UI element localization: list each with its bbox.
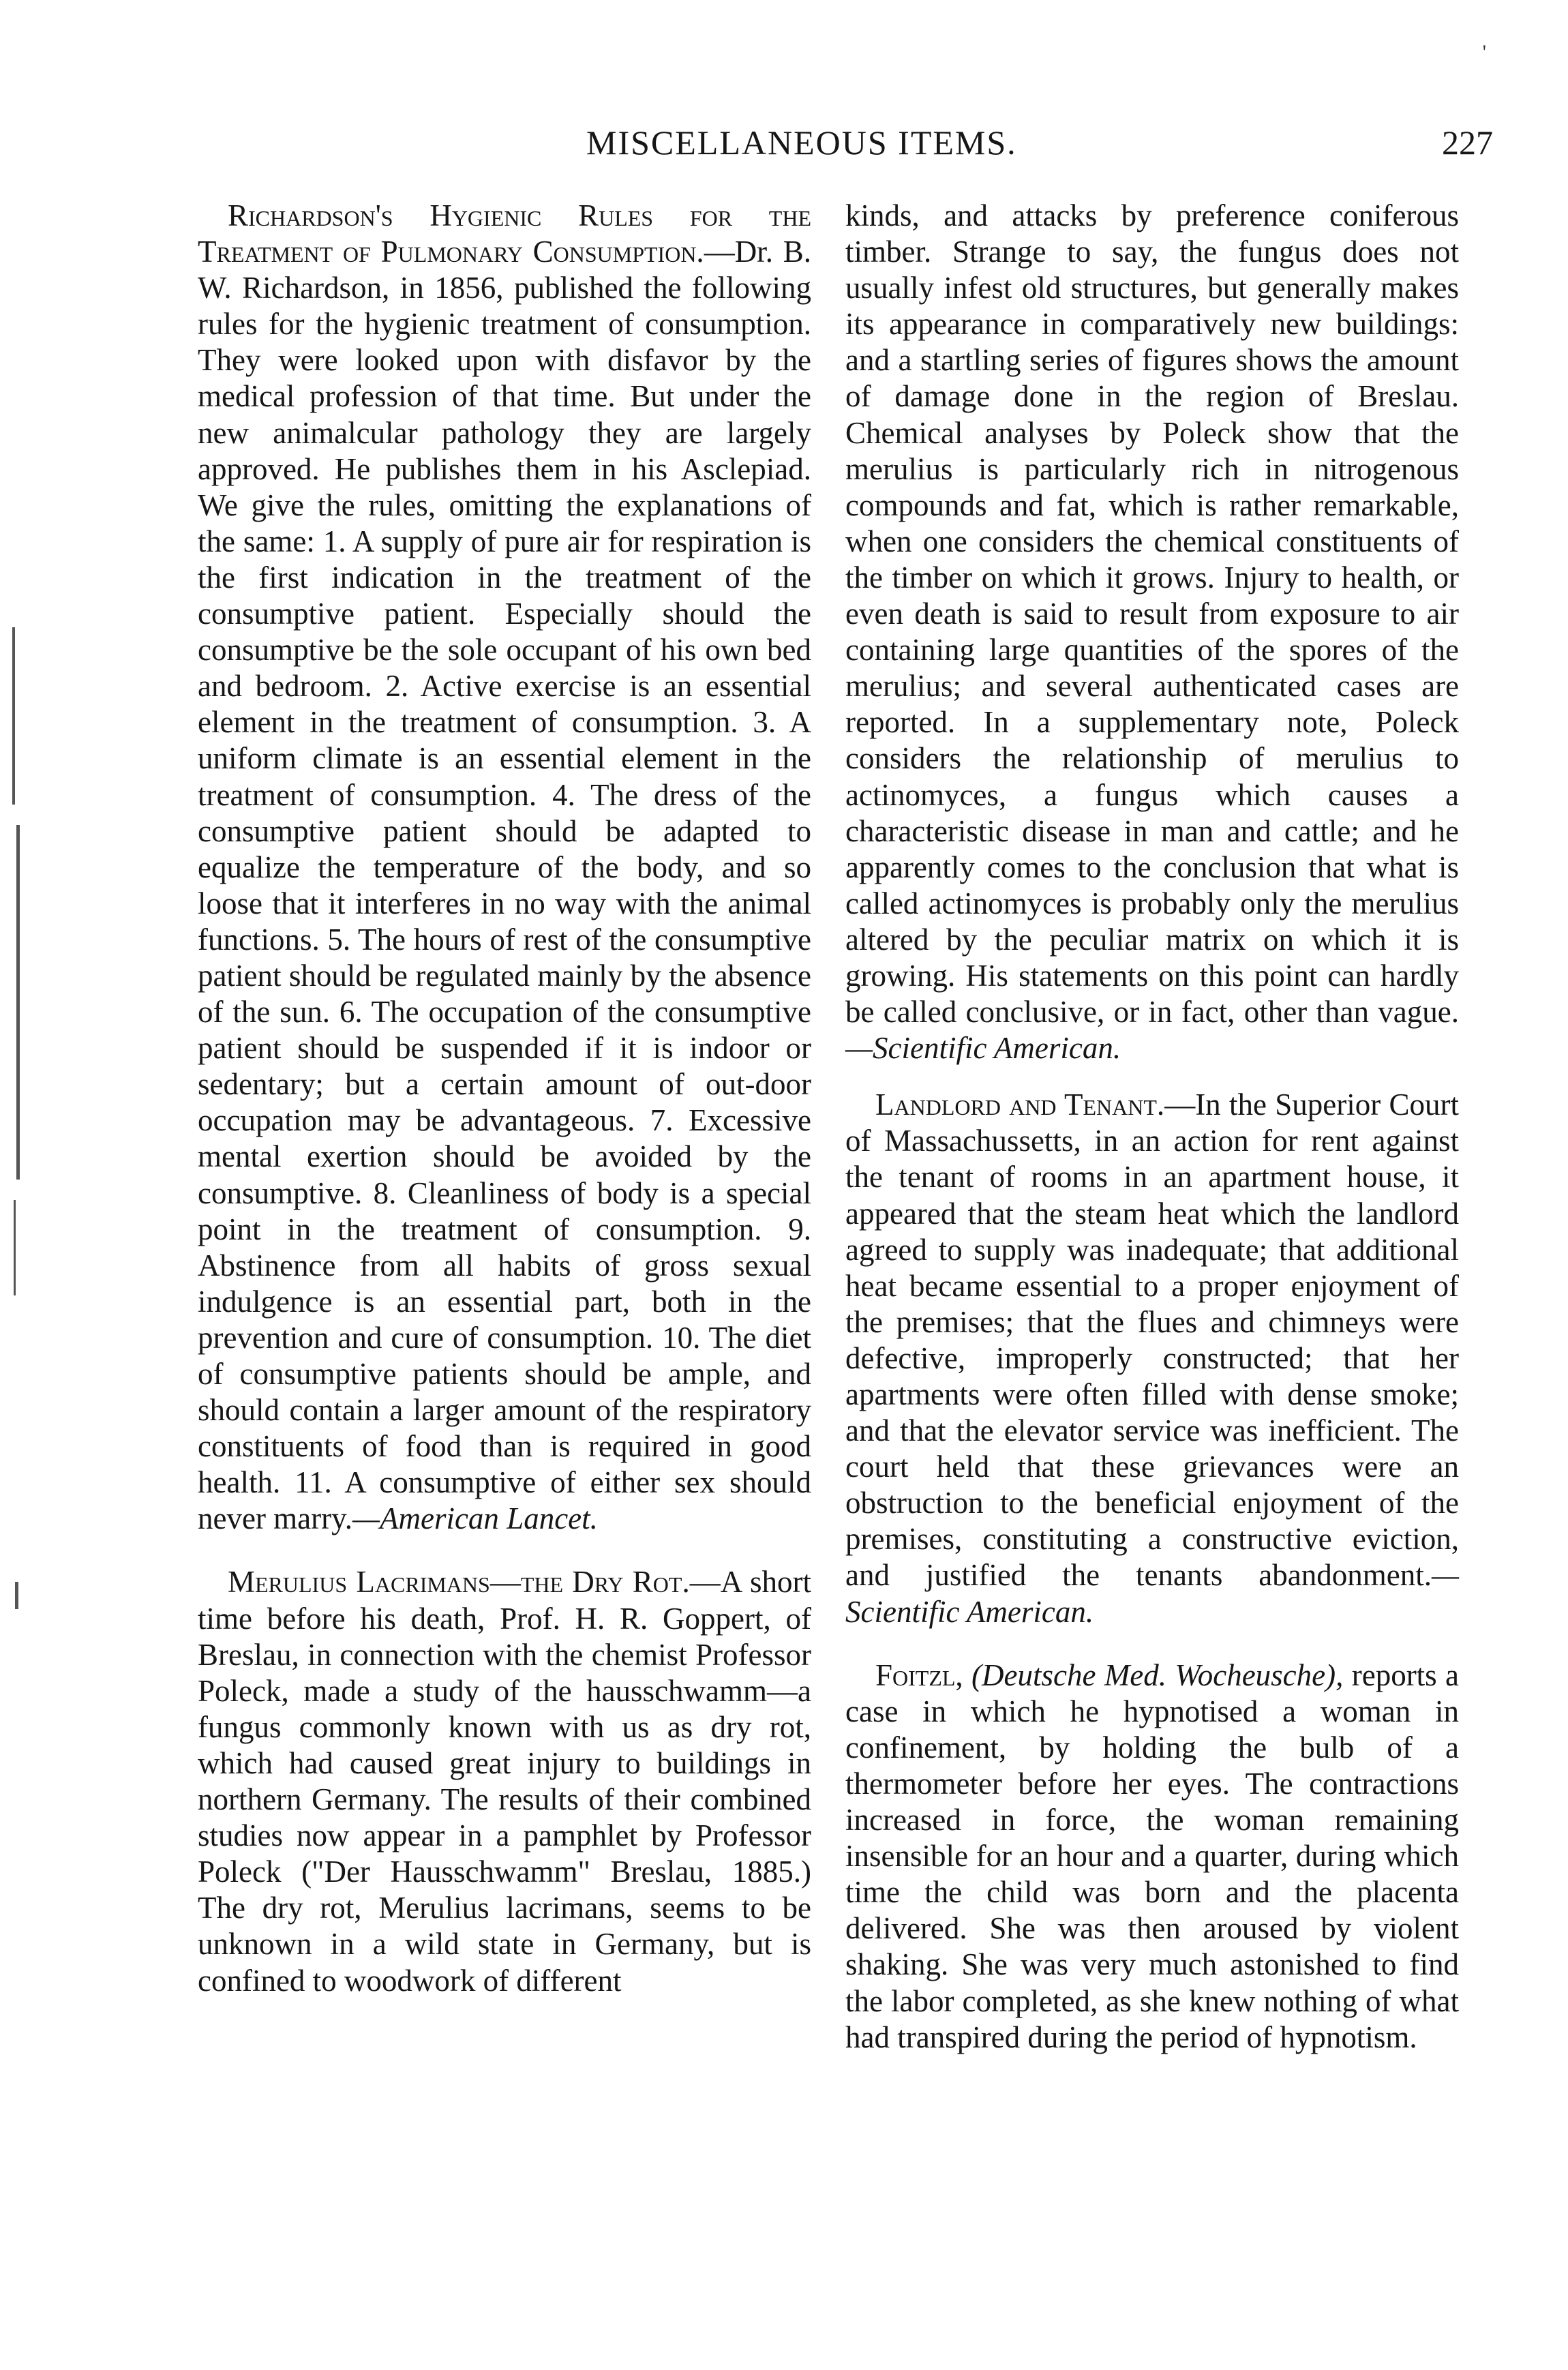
article-merulius-continued [845,198,1459,1066]
article-paragraph [845,1657,1459,2056]
article-landlord [845,1087,1459,1630]
article-source: —Scientific American. [845,1558,1459,1629]
article-richardson [198,198,811,1537]
article-heading: Landlord and Tenant. [875,1088,1165,1122]
article-body: reports a case in which he hypnotised a woman in confinement, by holding the bulb of a thermometer before her eyes. The contractions increased in force, the woman remaining insensible for an hour and a quarter, during which time the child was born and the placenta delivered. She was then aroused by violent shaking. She was very much astonished to find the labor completed, as she knew nothing of what had transpired during the period of hypnotism. [845,1657,1460,2054]
right-column [845,198,1459,2083]
article-paragraph [198,198,811,1537]
article-body: —In the Superior Court of Massachussetts, in an action for rent against the tenant of rooms in an apartment house, it appeared that the steam heat which the landlord agreed to supply was inadequate; that additional heat became essential to a proper enjoyment of the premises; that the flues and chimneys were defective, improperly constructed; that her apartments were often filled with dense smoke; and that the elevator service was inefficient. The court held that these grievances were an obstruction to the beneficial enjoyment of the premises, constituting a constructive eviction, and justified the tenants abandonment. [845,1088,1459,1593]
article-body: —A short time before his death, Prof. H. R. Goppert, of Breslau, in connection with the chemist Professor Poleck, made a study of the hausschwamm—a fungus commonly known with us as dry rot, which had caused great injury to buildings in northern Germany. The results of their combined studies now appear in a pamphlet by Professor Poleck ("Der Hausschwamm" Breslau, 1885.) The dry rot, Merulius lacrimans, seems to be unknown in a wild state in Germany, but is confined to woodwork of different [198,1565,812,1998]
running-head: MISCELLANEOUS ITEMS. [586,123,1017,162]
article-paragraph [198,1564,811,1998]
binding-edge-marks [7,600,55,1623]
article-heading: Merulius Lacrimans—the Dry Rot. [228,1565,690,1600]
article-source: —Scientific American. [845,1031,1121,1066]
article-merulius [198,1564,811,1998]
article-foitzl [845,1657,1459,2056]
article-body: kinds, and attacks by preference coniferous timber. Strange to say, the fungus does not usually infest old structures, but generally makes its appearance in comparatively new buildings: and a startling series of figures shows the amount of damage done in the region of Breslau. Chemical analyses by Poleck show that the merulius is particularly rich in nitrogenous compounds and fat, which is rather remarkable, when one considers the chemical constituents of the timber on which it grows. Injury to health, or even death is said to result from exposure to air containing large quantities of the spores of the merulius; and several authenticated cases are reported. In a supplementary note, Poleck considers the relationship of merulius to actinomyces, a fungus which causes a characteristic disease in man and cattle; and he apparently comes to the conclusion that what is called actinomyces is probably only the merulius altered by the peculiar matrix on which it is growing. His statements on this point can hardly be called conclusive, or in fact, other than vague. [845,198,1459,1030]
article-source: (Deutsche Med. Wocheusche), [971,1657,1344,1692]
article-paragraph [845,1087,1459,1630]
article-source: —American Lancet. [352,1501,598,1536]
article-body: —Dr. B. W. Richardson, in 1856, published the following rules for the hygienic treatment of consumption. They were looked upon with disfavor by the medical profession of that time. But under the new animalcular pathology they are largely approved. He publishes them in his Asclepiad. We give the rules, omitting the explanations of the same: 1. A supply of pure air for respiration is the first indication in the treatment of the consumptive patient. Especially should the consumptive be the sole occupant of his own bed and bedroom. 2. Active exercise is an essential element in the treatment of consumption. 3. A uniform climate is an essential element in the treatment of consumption. 4. The dress of the consumptive patient should be adapted to equalize the temperature of the body, and so loose that it interferes in no way with the animal functions. 5. The hours of rest of the consumptive patient should be regulated mainly by the absence of the sun. 6. The occupation of the consumptive patient should be suspended if it is indoor or sedentary; but a certain amount of out-door occupation may be advantageous. 7. Excessive mental exertion should be avoided by the consumptive. 8. Cleanliness of body is a special point in the treatment of consumption. 9. Abstinence from all habits of gross sexual indulgence is an essential part, both in the prevention and cure of consumption. 10. The diet of consumptive patients should be ample, and should contain a larger amount of the respiratory constituents of food than is required in good health. 11. A consumptive of either sex should never marry. [198,235,812,1536]
page-number: 227 [1442,123,1493,162]
page-tick-mark: ' [1482,41,1486,63]
article-heading: Richardson's Hygienic Rules for the Treatment of Pulmonary Consumption. [198,198,811,269]
left-column [198,198,811,2026]
article-heading: Foitzl, [875,1657,963,1692]
article-paragraph [845,198,1459,1066]
